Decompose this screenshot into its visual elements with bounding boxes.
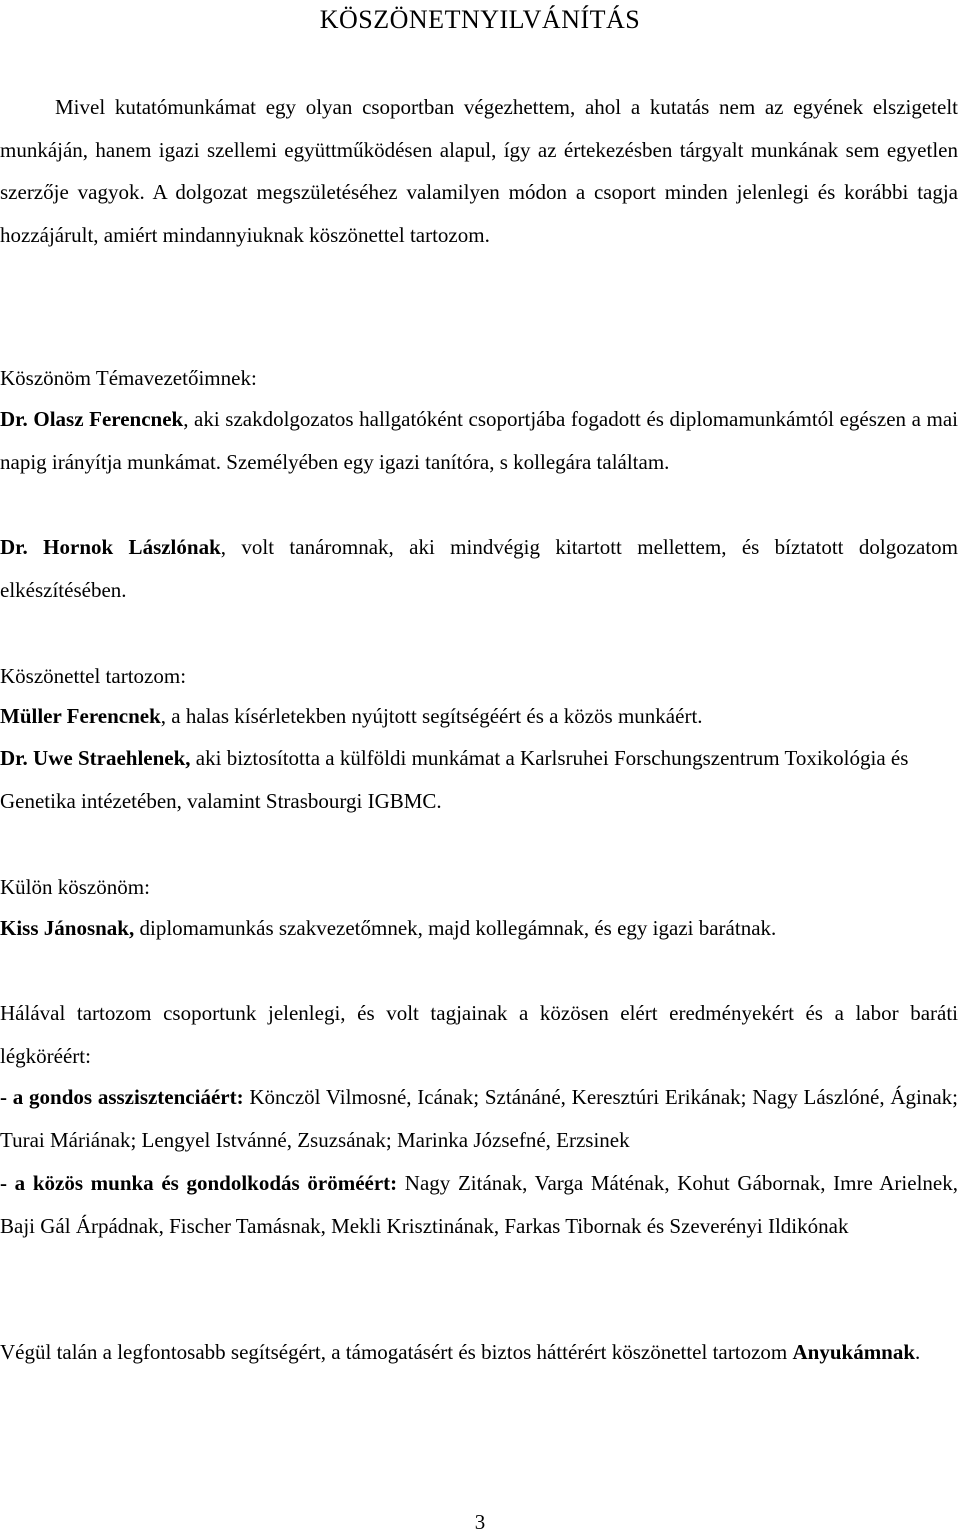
special-1-name: Kiss Jánosnak, bbox=[0, 916, 135, 940]
group-work-text: Nagy Zitának, Varga Máténak, Kohut Gábornak, Imre Arielnek, Baji Gál Árpádnak, Fischer Tamásnak, Mekli Krisztinának, Farkas Tibornak és Szeverényi Ildikónak bbox=[0, 1171, 958, 1238]
thanks-1-paragraph bbox=[0, 695, 958, 738]
thanks-1-name: Müller Ferencnek bbox=[0, 704, 161, 728]
group-intro-paragraph: Hálával tartozom csoportunk jelenlegi, és volt tagjainak a közösen elért eredményekért és a labor baráti légköréért: bbox=[0, 1001, 958, 1068]
thanks-1-text: , a halas kísérletekben nyújtott segítségéért és a közös munkáért. bbox=[160, 704, 703, 728]
supervisors-heading: Köszönöm Témavezetőimnek: bbox=[0, 366, 257, 390]
special-heading: Külön köszönöm: bbox=[0, 875, 150, 899]
supervisor-1-paragraph bbox=[0, 398, 958, 483]
closing-paragraph bbox=[0, 1331, 958, 1374]
thanks-heading: Köszönettel tartozom: bbox=[0, 664, 187, 688]
closing-end: . bbox=[915, 1340, 921, 1364]
supervisor-1-name: Dr. Olasz Ferencnek bbox=[0, 407, 184, 431]
group-assistance-paragraph bbox=[0, 1076, 958, 1161]
supervisor-2-paragraph bbox=[0, 526, 958, 611]
page-number: 3 bbox=[474, 1510, 486, 1534]
page-title: KÖSZÖNETNYILVÁNÍTÁS bbox=[319, 5, 641, 34]
closing-name: Anyukámnak bbox=[792, 1340, 916, 1364]
group-work-label: - a közös munka és gondolkodás öröméért: bbox=[0, 1171, 398, 1195]
thanks-2-text: aki biztosította a külföldi munkámat a Karlsruhei Forschungszentrum Toxikológia és Genetika intézetében, valamint Strasbourgi IGBMC. bbox=[0, 746, 909, 813]
group-work-paragraph bbox=[0, 1162, 958, 1247]
supervisor-2-name: Dr. Hornok Lászlónak bbox=[0, 535, 221, 559]
special-1-text: diplomamunkás szakvezetőmnek, majd kollegámnak, és egy igazi barátnak. bbox=[134, 916, 777, 940]
intro-paragraph: Mivel kutatómunkámat egy olyan csoportban végezhettem, ahol a kutatás nem az egyének elszigetelt munkáján, hanem igazi szellemi együttműködésen alapul, így az értekezésben tárgyalt munkának sem egyetlen szerzője vagyok. A dolgozat megszületéséhez valamilyen módon a csoport minden jelenlegi és korábbi tagja hozzájárult, amiért mindannyiuknak köszönettel tartozom. bbox=[0, 95, 958, 247]
supervisor-2-text: , volt tanáromnak, aki mindvégig kitartott mellettem, és bíztatott dolgozatom elkészítésében. bbox=[0, 535, 959, 602]
thanks-2-paragraph bbox=[0, 737, 958, 822]
group-assistance-label: - a gondos asszisztenciáért: bbox=[0, 1085, 244, 1109]
special-1-paragraph bbox=[0, 907, 958, 950]
supervisor-1-text: , aki szakdolgozatos hallgatóként csoportjába fogadott és diplomamunkámtól egészen a mai napig irányítja munkámat. Személyében egy igazi tanítóra, s kollegára találtam. bbox=[0, 407, 958, 474]
thanks-2-name: Dr. Uwe Straehlenek, bbox=[0, 746, 191, 770]
group-assistance-text: Könczöl Vilmosné, Icának; Sztánáné, Keresztúri Erikának; Nagy Lászlóné, Áginak; Turai Máriának; Lengyel Istvánné, Zsuzsának; Marinka Józsefné, Erzsinek bbox=[0, 1085, 958, 1152]
closing-text: Végül talán a legfontosabb segítségért, a támogatásért és biztos háttérért köszönettel tartozom bbox=[0, 1340, 793, 1364]
